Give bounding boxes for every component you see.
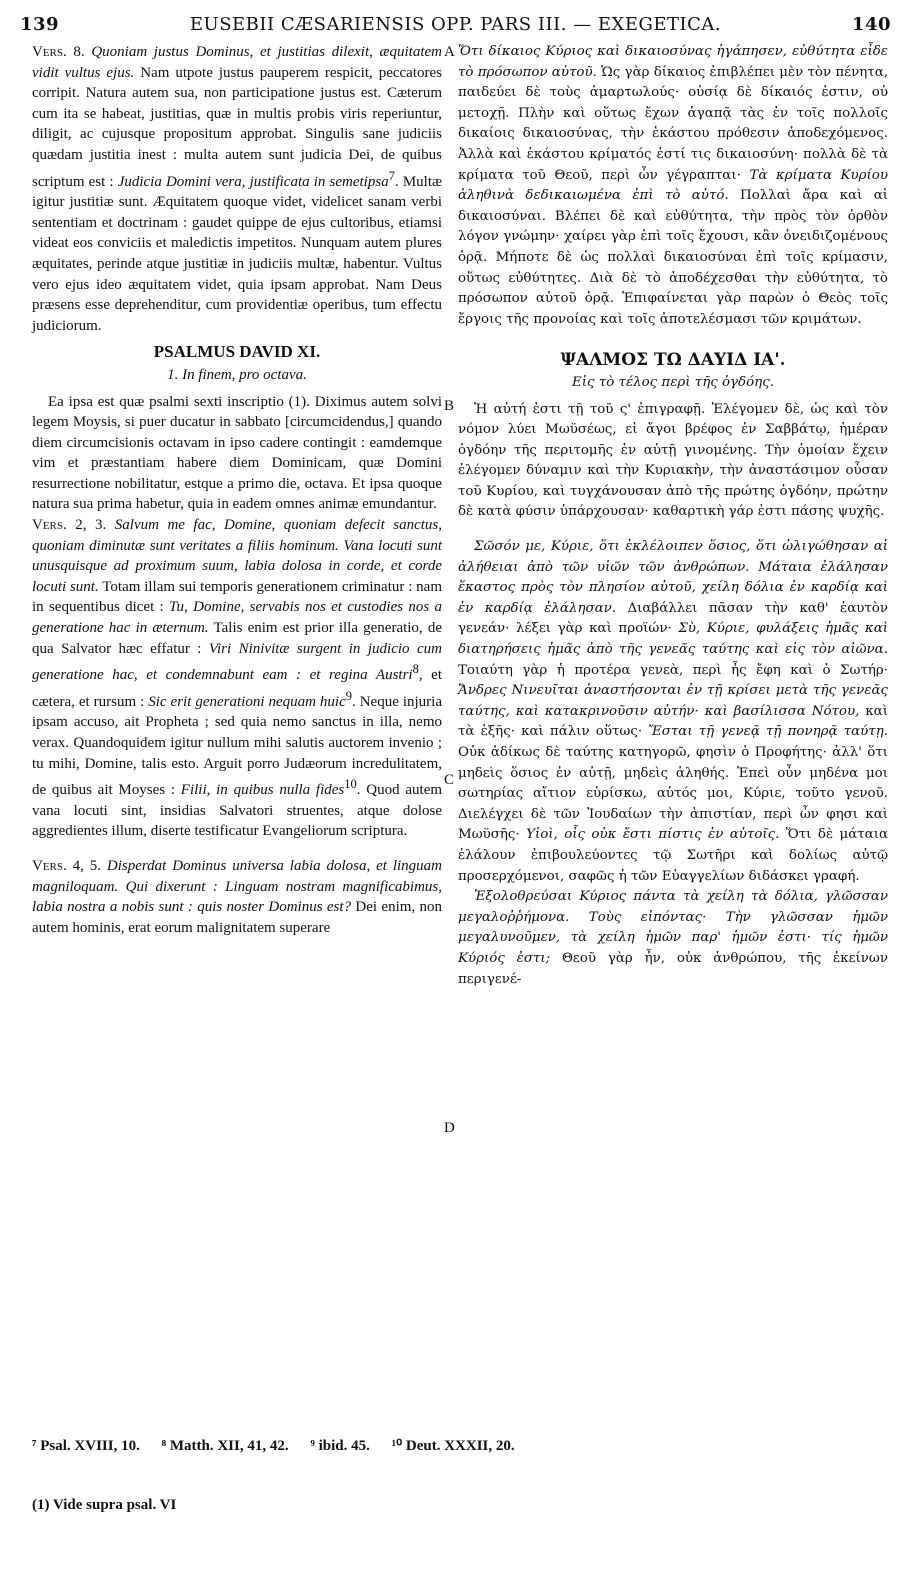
footnote-7: ⁷ Psal. XVIII, 10. (32, 1438, 140, 1454)
latin-paragraph-1: Vers. 8. Quoniam justus Dominus, et justitias dilexit, æquitatem vidit vultus ejus. Nam utpote justus pauperem respicit, peccatores corripit. Natura autem sua, non participatione justus est. Cæterum cum ita se habeat, justitias, quæ in multis probis viris reperiuntur, diligit, ac cujusque propositum approbat. Singulis sane judiciis quædam justitia inest : multa autem sunt judicia Dei, de quibus scriptum est : Judicia Domini vera, justificata in semetipsa$^7$. Multæ igitur justitiæ sunt. Æquitatem quoque videt, videlicet sanam verbi sententiam et doctrinam : gaudet quippe de ejus cultoribus, etiamsi videat eos conviciis et maledictis impetitos. Nunquam autem plures æquitates, perinde atque justitiæ in judiciis multæ, habentur. Vultus vero ejus ideo æquitatem videt, quia ipsam approbat. Nam Deus præsens esse deprehenditur, cum providentiæ operibus, tum effectu judiciorum. (32, 44, 443, 334)
latin-lemma: Quoniam justus Dominus, et justitias dilexit, æquitatem vidit vultus ejus. (32, 44, 443, 81)
footnotes-references (32, 1436, 891, 1455)
running-title: EUSEBII CÆSARIENSIS OPP. PARS III. — EXEGETICA. (189, 14, 722, 35)
greek-paragraph-1: Ὅτι δίκαιος Κύριος καὶ δικαιοσύνας ἠγάπησεν, εὐθύτητα εἶδε τὸ πρόσωπον αὐτοῦ. Ὡς γὰρ δίκαιος ἐπιβλέπει μὲν τὸν πένητα, παιδεύει δὲ τοὺς ἁμαρτωλούς· οὐσίᾳ δὲ δίκαιός ἐστιν, οὐ μετοχῇ. Πλὴν καὶ οὕτως ἔχων ἀγαπᾷ τὰς ἐν τοῖς πολλοῖς δικαίοις δικαιοσύνας, τὴν ἑκάστου πρόθεσιν ἀποδεχόμενος. Ἀλλὰ καὶ ἑκάστου κρίματός ἐστί τις δικαιοσύνη· πολλὰ δὲ τὰ κρίματα τοῦ Θεοῦ, περὶ ὧν γέγραπται· Τὰ κρίματα Κυρίου ἀληθινὰ δεδικαιωμένα ἐπὶ τὸ αὐτό. Πολλαὶ ἄρα καὶ αἱ δικαιοσύναι. Βλέπει δὲ καὶ εὐθύτητα, τὴν πρὸς τὸν ὀρθὸν λόγον γνώμην· χαίρει γὰρ ἐπὶ τοῖς ἔχουσι, κἂν ὀνειδιζομένους ὁρᾷ. Μήποτε δὲ ὡς πολλαὶ δικαιοσύναι ἐπὶ τοῖς κρίμασιν, οὕτως εὐθύτητες. Διὰ δὲ τὸ ἀποδέχεσθαι τὴν εὐθύτητα, τὸ πρόσωπον αὐτοῦ ὁρᾷ. Ἐπιφαίνεται γὰρ παρὼν ὁ Θεὸς τοῖς ἔργοις τῆς προνοίας καὶ τοῖς ἀποτελέσμασι τῶν κριμάτων. (458, 44, 888, 327)
psalm-subtitle-latin: 1. In finem, pro octava. (167, 366, 307, 383)
psalm-subtitle-greek: Εἰς τὸ τέλος περὶ τῆς ὀγδόης. (572, 374, 774, 390)
footnote-8: ⁸ Matth. XII, 41, 42. (161, 1438, 289, 1454)
latin-paragraph-3: Vers. 2, 3. Salvum me fac, Domine, quoniam defecit sanctus, quoniam diminutæ sunt veritates a filiis hominum. Vana locuti sunt unusquisque ad proximum suum, labia dolosa in corde, et corde locuti sunt. Totam illam sui temporis generationem criminatur : nam in sequentibus dicet : Tu, Domine, servabis nos et custodies nos a generatione hac in æternum. Talis enim est prior illa generatio, de qua Salvator hæc effatur : Viri Ninivitæ surgent in judicio cum generatione hac, et condemnabunt eam : et regina Austri$^8$, et cætera, et rursum : Sic erit generationi nequam huic$^9$. Neque injuria ipsam accuso, ait Propheta ; sed quia nemo sanctus in illa, nemo verax. Quandoquidem igitur nullum mihi salutis auctorem invenio ; tu mihi, Domine, talis esto. Arguit porro Judæorum incredulitatem, de quibus ait Moyses : Filii, in quibus nulla fides$^{10}$. Quod autem vana locuti sint, insidias Salvatori struentes, atque dolose aggredientes illum, diserte testificatur Evangeliorum scriptura. (32, 517, 443, 840)
greek-paragraph-4: Ἐξολοθρεύσαι Κύριος πάντα τὰ χείλη τὰ δόλια, γλῶσσαν μεγαλοῤῥήμονα. Τοὺς εἰπόντας· Τὴν γλῶσσαν ἡμῶν μεγαλυνοῦμεν, τὰ χείλη ἡμῶν παρ' ἡμῶν ἐστι· τίς ἡμῶν Κύριός ἐστι; Θεοῦ γὰρ ἦν, οὐκ ἀνθρώπου, τῆς ἐκείνων περιγενέ- (458, 889, 888, 987)
margin-marker-d: D (444, 1120, 455, 1136)
latin-column (32, 42, 442, 938)
footnote-9: ⁹ ibid. 45. (310, 1438, 370, 1454)
page-number-right: 140 (851, 14, 891, 35)
footnote-ref: 7 (388, 168, 395, 183)
margin-marker-c: C (444, 772, 455, 788)
footnote-editorial: (1) Vide supra psal. VI (32, 1497, 177, 1513)
latin-paragraph-2: Ea ipsa est quæ psalmi sexti inscriptio (1). Diximus autem solvi legem Moysis, si puer ducatur in sabbato [circumcidendus,] quando diem circumcisionis octavam in ipso cadere contingit : eamdemque vim et præstantiam habere diem Dominicam, quæ Domini resurrectione nobilitatur, estque a primo die, octava. Et ipsa quoque natura sua prima habetur, quia in eadem omnes animæ emundantur. (32, 393, 442, 513)
greek-paragraph-3: Σῶσόν με, Κύριε, ὅτι ἐκλέλοιπεν ὅσιος, ὅτι ὠλιγώθησαν αἱ ἀλήθειαι ἀπὸ τῶν υἱῶν τῶν ἀνθρώπων. Μάταια ἐλάλησαν ἕκαστος πρὸς τὸν πλησίον αὐτοῦ, χείλη δόλια ἐν καρδίᾳ καὶ ἐν καρδίᾳ ἐλάλησαν. Διαβάλλει πᾶσαν τὴν καθ' ἑαυτὸν γενεάν· λέξει γὰρ καὶ προϊών· Σὺ, Κύριε, φυλάξεις ἡμᾶς καὶ διατηρήσεις ἡμᾶς ἀπὸ τῆς γενεᾶς ταύτης καὶ εἰς τὸν αἰῶνα. Τοιαύτη γὰρ ἡ προτέρα γενεὰ, περὶ ἧς ἔφη καὶ ὁ Σωτήρ· Ἄνδρες Νινευῖται ἀναστήσονται ἐν τῇ κρίσει μετὰ τῆς γενεᾶς ταύτης, καὶ κατακρινοῦσιν αὐτήν· καὶ βασίλισσα Νότου, καὶ τὰ ἑξῆς· καὶ πάλιν οὕτως· Ἔσται τῇ γενεᾷ τῇ πονηρᾷ ταύτῃ. Οὐκ ἀδίκως δὲ ταύτης κατηγορῶ, φησὶν ὁ Προφήτης· ἀλλ' ὅτι μηδεὶς ὅσιος ἐν αὐτῇ, μηδεὶς ἀληθής. Ἐπεὶ οὖν μηδένα μοι σωτηρίας αἴτιον εὑρίσκω, αὐτός μοι, Κύριε, τοῦτο γενοῦ. Διελέγχει δὲ τῶν Ἰουδαίων τὴν ἀπιστίαν, περὶ ὧν φησι καὶ Μωϋσῆς· Υἱοὶ, οἷς οὐκ ἔστι πίστις ἐν αὐτοῖς. Ὅτι δὲ μάταια ἐλάλουν ἐπιβουλεύοντες τῷ Σωτῆρι καὶ δολίως αὐτῷ προσερχόμενοι, σαφῶς ἡ τῶν Εὐαγγελίων διδάσκει γραφή. (458, 539, 888, 884)
psalm-title-latin: PSALMUS DAVID XI. (153, 342, 321, 362)
margin-marker-b: B (444, 398, 455, 414)
footnote-10: ¹⁰ Deut. XXXII, 20. (391, 1438, 515, 1454)
latin-paragraph-4: Vers. 4, 5. Disperdat Dominus universa labia dolosa, et linguam magniloquam. Qui dixerunt : Linguam nostram magnificabimus, labia nostra a nobis sunt : quis noster Dominus est? Dei enim, non autem hominis, erat eorum malignitatem superare (32, 857, 442, 936)
margin-marker-a: A (444, 44, 455, 60)
greek-lemma: Ὅτι δίκαιος Κύριος καὶ δικαιοσύνας ἠγάπησεν, εὐθύτητα εἶδε τὸ πρόσωπον αὐτοῦ. (458, 44, 888, 80)
psalm-title-greek: ΨΑΛΜΟΣ ΤΩ ΔΑΥΙΔ ΙΑ'. (560, 350, 786, 371)
greek-paragraph-2: Ἡ αὐτή ἐστι τῇ τοῦ ς' ἐπιγραφῇ. Ἐλέγομεν δὲ, ὡς καὶ τὸν νόμον λύει Μωϋσέως, εἰ ἄγοι βρέφος ἐν Σαββάτῳ, ἡμέραν ὀγδόην τῆς περιτομῆς ἐν αὐτῇ γινομένης. Τὴν ὁμοίαν ἔχειν ἐλέγομεν δύναμιν καὶ τὴν Κυριακὴν, τὴν ἀναστάσιμον οὖσαν τοῦ Κυρίου, καὶ τυγχάνουσαν ἀπὸ τῆς πρώτης ὀγδόην, πρώτην δὲ κατὰ φύσιν ὑπάρχουσαν· καθαρτικὴ γάρ ἐστι πάσης ψυχῆς. (458, 401, 888, 520)
greek-column (458, 42, 888, 990)
page-number-left: 139 (20, 14, 60, 35)
page-header (20, 14, 891, 40)
